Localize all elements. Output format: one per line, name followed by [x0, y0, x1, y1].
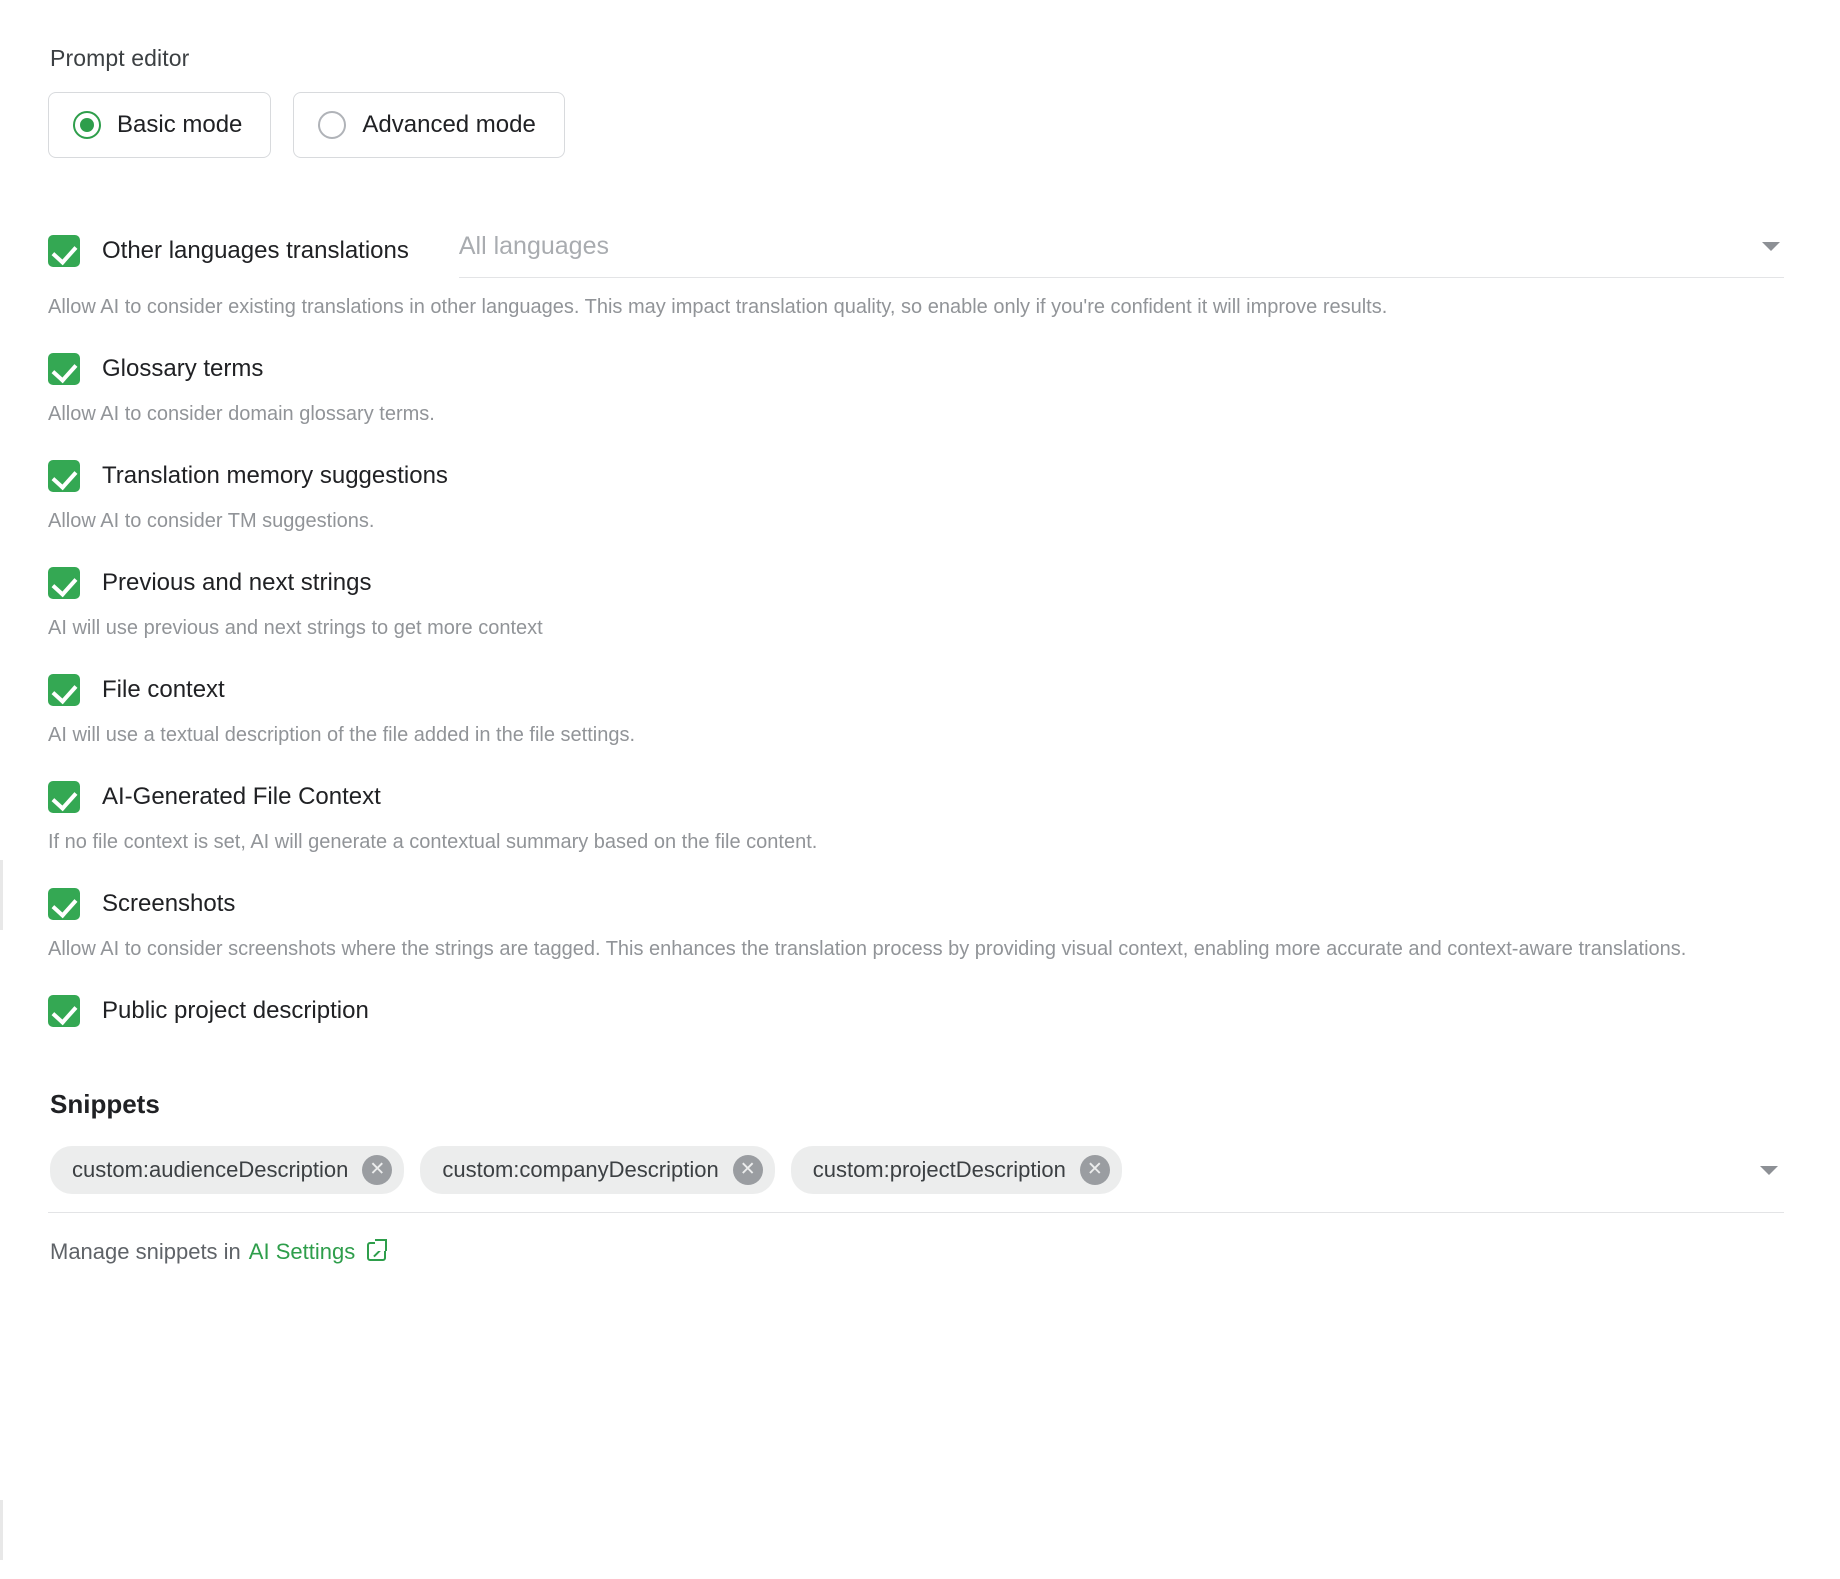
external-link-icon[interactable]	[367, 1242, 386, 1261]
option-screenshots	[48, 888, 1784, 965]
option-glossary-terms	[48, 353, 1784, 430]
option-title-glossary-terms: Glossary terms	[102, 355, 264, 382]
prompt-mode-basic[interactable]	[48, 92, 271, 158]
checkbox-other-languages-translations[interactable]	[48, 235, 80, 267]
snippet-chip[interactable]	[791, 1146, 1122, 1194]
option-desc-translation-memory-suggestions: Allow AI to consider TM suggestions.	[48, 510, 375, 532]
prompt-mode-advanced[interactable]	[293, 92, 564, 158]
snippet-chip[interactable]	[50, 1146, 404, 1194]
option-previous-and-next-strings	[48, 567, 1784, 644]
checkbox-file-context[interactable]	[48, 674, 80, 706]
manage-snippets-text: Manage snippets in	[50, 1239, 241, 1264]
option-translation-memory-suggestions	[48, 460, 1784, 537]
option-title-screenshots: Screenshots	[102, 890, 236, 917]
option-desc-screenshots: Allow AI to consider screenshots where the strings are tagged. This enhances the translation process by providing visual context, enabling more accurate and context-aware translations.	[48, 938, 1687, 960]
option-title-file-context: File context	[102, 676, 225, 703]
checkbox-screenshots[interactable]	[48, 888, 80, 920]
scroll-edge-mark-bottom	[0, 1500, 3, 1560]
option-title-previous-and-next-strings: Previous and next strings	[102, 569, 372, 596]
remove-chip-icon[interactable]: ✕	[1080, 1155, 1110, 1185]
checkbox-ai-generated-file-context[interactable]	[48, 781, 80, 813]
ai-settings-link[interactable]: AI Settings	[248, 1239, 356, 1264]
option-title-other-languages-translations: Other languages translations	[102, 237, 409, 264]
prompt-mode-group	[48, 92, 1784, 158]
snippets-heading: Snippets	[50, 1089, 160, 1119]
radio-selected-icon	[73, 111, 101, 139]
radio-unselected-icon	[318, 111, 346, 139]
prompt-mode-advanced-label: Advanced mode	[362, 111, 536, 138]
snippet-chip-label: custom:projectDescription	[812, 1157, 1066, 1182]
option-desc-glossary-terms: Allow AI to consider domain glossary terms.	[48, 403, 435, 425]
snippet-chip-label: custom:audienceDescription	[72, 1157, 349, 1182]
option-title-ai-generated-file-context: AI-Generated File Context	[102, 783, 381, 810]
remove-chip-icon[interactable]: ✕	[733, 1155, 763, 1185]
option-desc-file-context: AI will use a textual description of the file added in the file settings.	[48, 724, 636, 746]
checkbox-translation-memory-suggestions[interactable]	[48, 460, 80, 492]
option-other-languages-translations	[48, 224, 1784, 323]
snippet-chip-label: custom:companyDescription	[442, 1157, 719, 1182]
option-public-project-description	[48, 995, 1784, 1027]
languages-select[interactable]	[459, 224, 1784, 278]
option-desc-ai-generated-file-context: If no file context is set, AI will generate a contextual summary based on the file content.	[48, 831, 818, 853]
checkbox-glossary-terms[interactable]	[48, 353, 80, 385]
snippets-input[interactable]	[48, 1140, 1784, 1213]
chevron-down-icon[interactable]	[1760, 1166, 1778, 1175]
languages-select-value: All languages	[458, 232, 609, 260]
option-desc-previous-and-next-strings: AI will use previous and next strings to get more context	[48, 617, 543, 639]
option-desc-other-languages-translations: Allow AI to consider existing translations in other languages. This may impact translation quality, so enable only if you're confident it will improve results.	[48, 296, 1388, 318]
option-title-translation-memory-suggestions: Translation memory suggestions	[102, 462, 448, 489]
checkbox-previous-and-next-strings[interactable]	[48, 567, 80, 599]
manage-snippets-row	[50, 1239, 1784, 1265]
option-file-context	[48, 674, 1784, 751]
snippet-chip[interactable]	[420, 1146, 774, 1194]
option-ai-generated-file-context	[48, 781, 1784, 858]
prompt-mode-basic-label: Basic mode	[117, 111, 243, 138]
option-title-public-project-description: Public project description	[102, 997, 369, 1024]
page-title: Prompt editor	[50, 45, 190, 71]
chevron-down-icon	[1762, 242, 1780, 251]
remove-chip-icon[interactable]: ✕	[362, 1155, 392, 1185]
checkbox-public-project-description[interactable]	[48, 995, 80, 1027]
